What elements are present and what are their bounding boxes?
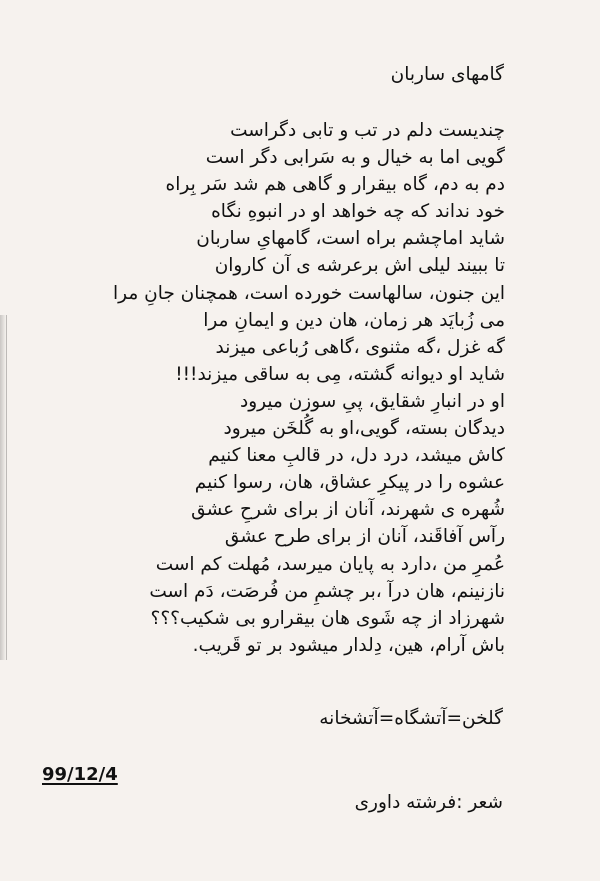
date-stamp: 99/12/4 [42,764,118,785]
poem-line: شاید او دیوانه گشته، مِی به ساقی میزند!!! [175,363,505,385]
poem-line: می زُبایَد هر زمان، هان دین و ایمانِ مرا [203,309,505,331]
poem-line: شاید اماچشم براه است، گامهایِ ساربان [196,228,505,250]
poem-line: او در انبارِ شقایق، پیِ سوزن میرود [239,390,505,412]
poem-line: شهرزاد از چه شَوی هان بیقرارو بی شکیب؟؟؟ [150,607,505,629]
poem-title: گامهای ساربان [390,64,504,85]
poem-line: شُهره ی شهرند، آنان از برای شرحِ عشق [191,499,505,521]
poem-line: نازنینم، هان درآ ،بر چشمِ من فُرصَت، دَم است [149,580,505,602]
poem-line: عُمرِ من ،دارد به پایان میرسد، مُهلت کم است [155,553,505,575]
poem-line: تا ببیند لیلی اش برعرشه ی آن کاروان [214,255,505,277]
poem-line: گویی اما به خیال و به سَرابی دگر است [205,147,505,169]
poem-line: دم به دم، گاه بیقرار و گاهی هم شد سَر بِراه [165,174,505,196]
poem-line: باش آرام، هین، دِلدار میشود بر تو قَریب. [192,634,505,656]
poem-line: کاش میشد، درد دل، در قالبِ معنا کنیم [208,445,505,467]
poem-line: این جنون، سالهاست خورده است، همچنان جانِ مرا [112,282,505,304]
poem-body [35,117,505,659]
poem-line: رآس آفاقَند، آنان از برای طرح عشق [224,526,505,548]
poem-line: دیدگان بسته، گویی،او به گُلخَن میرود [223,418,505,440]
glossary-note: گلخن=آتشگاه=آتشخانه [319,708,503,729]
page-edge-shadow [0,315,7,660]
poem-line: خود نداند که چه خواهد او در انبوهِ نگاه [211,201,505,223]
poem-line: گه غزل ،گه مثنوی ،گاهی رُباعی میزند [215,336,505,358]
poem-line: عشوه را در پیکرِ عشاق، هان، رسوا کنیم [194,472,505,494]
poem-line: چندیست دلم در تب و تابی دگراست [230,120,505,141]
author-credit: شعر :فرشته داوری [354,792,503,813]
